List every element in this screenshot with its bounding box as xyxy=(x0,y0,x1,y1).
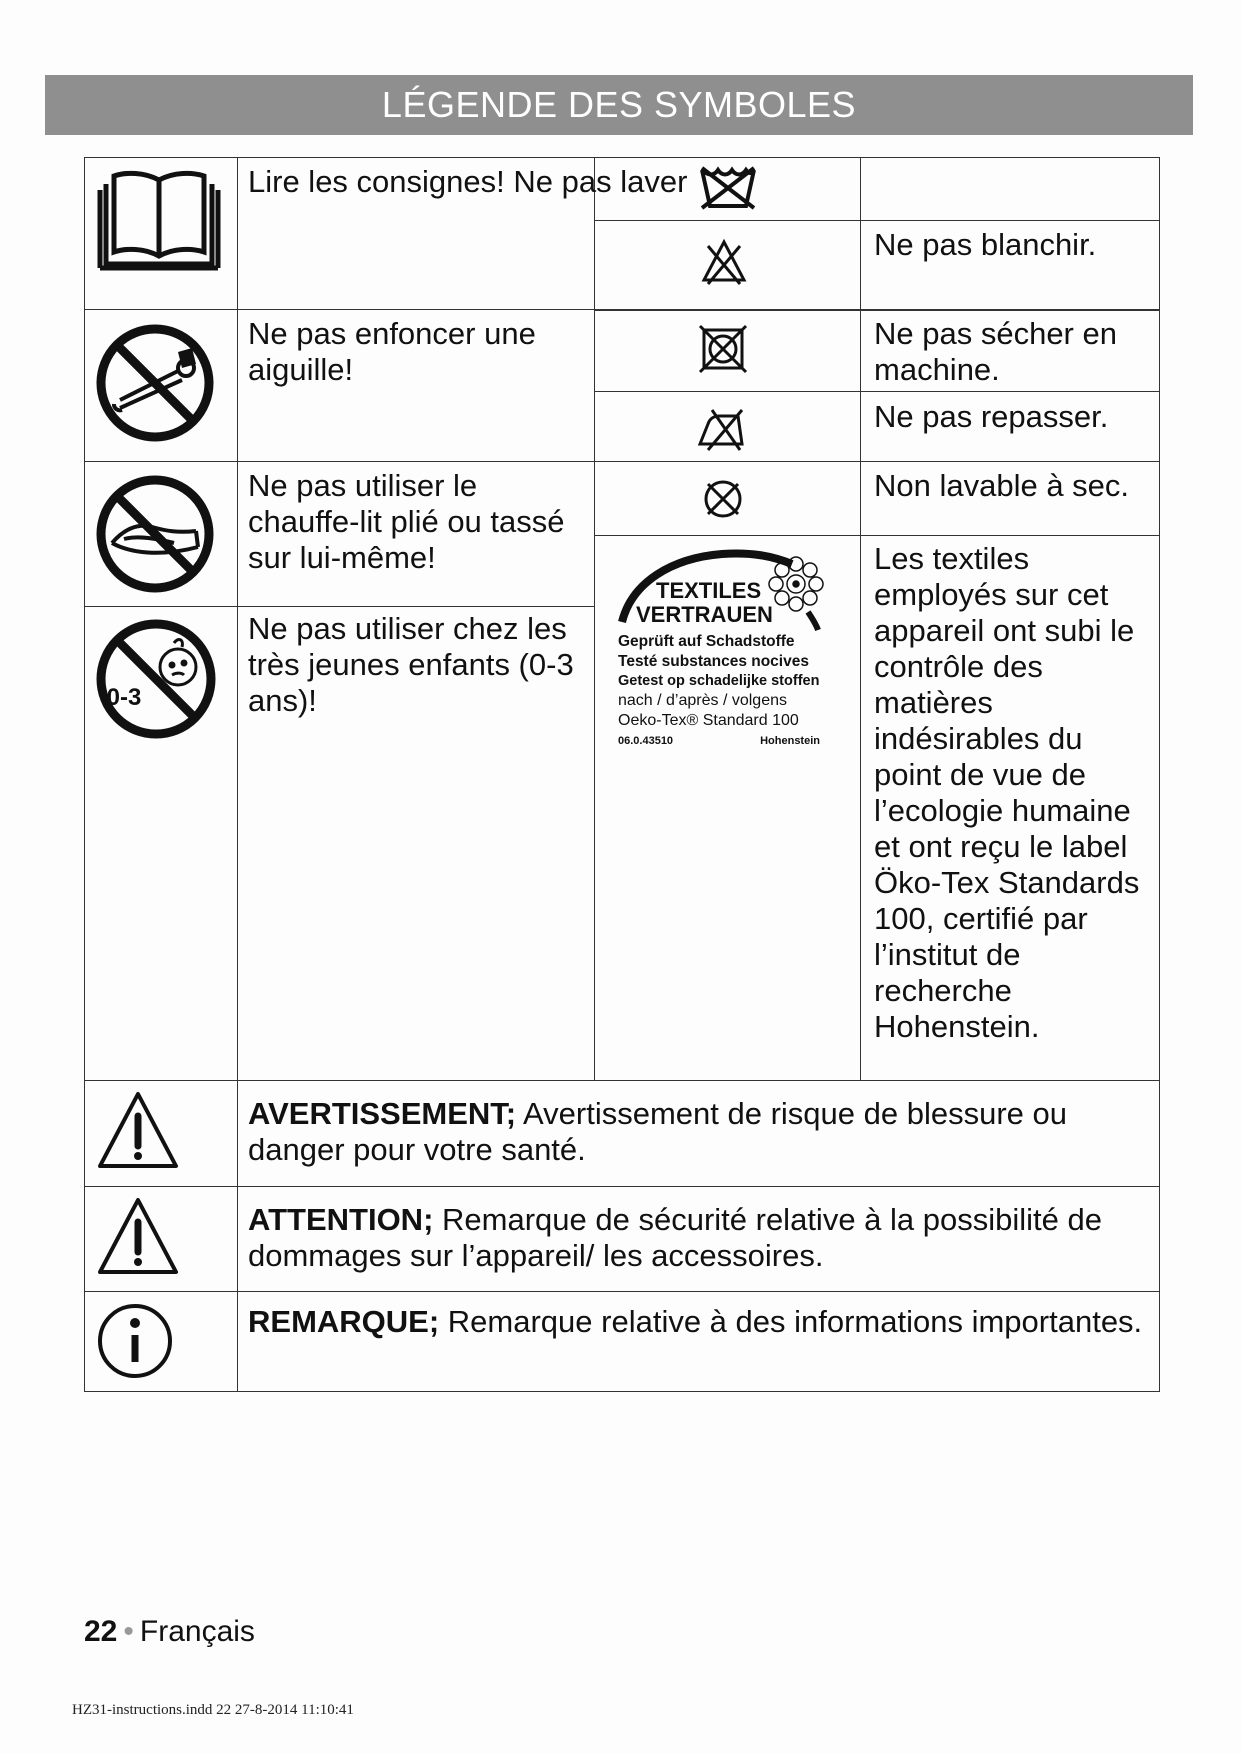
file-info: HZ31-instructions.indd 22 27-8-2014 11:10:41 xyxy=(72,1702,354,1718)
text-attention xyxy=(248,1202,1153,1274)
text-no-dry-clean: Non lavable à sec. xyxy=(874,468,1130,503)
open-book-icon xyxy=(96,168,222,272)
note-text: Remarque relative à des informations importantes. xyxy=(439,1304,1143,1339)
oeko-institute: Hohenstein xyxy=(760,735,820,747)
warning-text: Avertissement de risque de blessure ou danger pour votre santé. xyxy=(248,1096,1067,1167)
page-footer xyxy=(84,1615,255,1649)
text-no-iron: Ne pas repasser. xyxy=(874,399,1109,434)
no-needle-icon xyxy=(94,322,216,444)
oeko-line3: Geprüft auf Schadstoffe xyxy=(618,633,795,650)
text-note xyxy=(248,1304,1153,1340)
no-bleach-icon xyxy=(700,238,748,286)
attention-icon xyxy=(96,1196,180,1276)
children-age-badge: 0-3 xyxy=(106,684,142,711)
text-no-children: Ne pas utiliser chez les très jeunes enfants (0-3 ans)! xyxy=(248,611,574,718)
no-iron-icon xyxy=(694,404,752,450)
oeko-flower-icon xyxy=(769,557,823,611)
footer-separator: • xyxy=(123,1615,134,1648)
text-read-instructions: Lire les consignes! Ne pas laver xyxy=(248,164,688,199)
warning-icon xyxy=(96,1090,180,1170)
page-number: 22 xyxy=(84,1615,118,1648)
attention-text: Remarque de sécurité relative à la possibilité de dommages sur l’appareil/ les accessoires. xyxy=(248,1202,1102,1273)
attention-label: ATTENTION; xyxy=(248,1202,434,1237)
oeko-line7: Oeko-Tex® Standard 100 xyxy=(618,712,799,729)
warning-label: AVERTISSEMENT; xyxy=(248,1096,517,1131)
no-wash-icon xyxy=(698,164,758,210)
text-no-needle: Ne pas enfoncer une aiguille! xyxy=(248,316,536,387)
oeko-line1: TEXTILES xyxy=(656,578,762,603)
oeko-line5: Getest op schadelijke stoffen xyxy=(618,673,820,689)
text-warning xyxy=(248,1096,1153,1168)
text-oeko-description: Les textiles employés sur cet appareil ont subi le contrôle des matières indésirables du point de vue de l’ecologie humaine et ont reçu le label Öko-Tex Standards 100, certifié par l’institut de recherche Hohenstein. xyxy=(874,541,1140,1044)
oeko-number: 06.0.43510 xyxy=(618,735,674,747)
no-children-icon xyxy=(94,617,218,741)
oeko-line6: nach / d’après / volgens xyxy=(618,692,787,709)
cell-text-nowash xyxy=(860,157,1160,221)
footer-language: Français xyxy=(139,1615,255,1648)
no-folded-icon xyxy=(94,473,216,595)
no-tumble-dry-icon xyxy=(700,326,746,372)
oeko-line2: VERTRAUEN xyxy=(636,602,773,627)
oeko-line4: Testé substances nocives xyxy=(618,653,809,670)
info-icon xyxy=(96,1302,174,1380)
text-no-tumble-dry: Ne pas sécher en machine. xyxy=(874,316,1117,387)
no-dry-clean-icon xyxy=(702,478,744,520)
text-no-bleach: Ne pas blanchir. xyxy=(874,227,1097,262)
section-title: LÉGENDE DES SYMBOLES xyxy=(45,75,1193,135)
oeko-tex-logo xyxy=(612,542,844,752)
note-label: REMARQUE; xyxy=(248,1304,440,1339)
text-no-folded: Ne pas utiliser le chauffe-lit plié ou tassé sur lui-même! xyxy=(248,468,565,575)
